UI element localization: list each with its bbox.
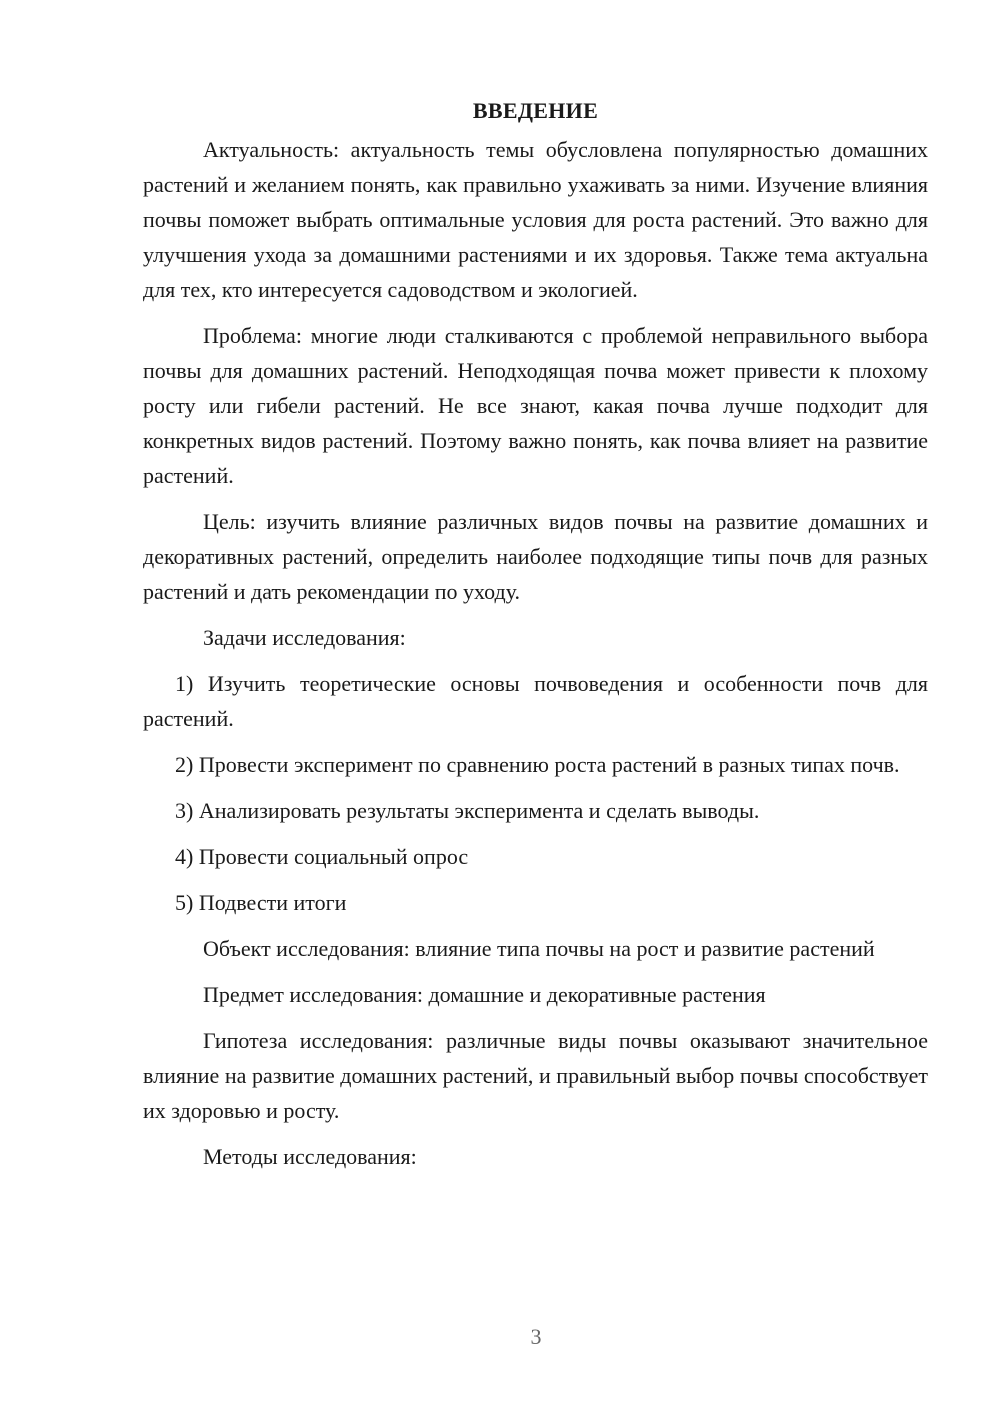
hypothesis-paragraph: Гипотеза исследования: различные виды почвы оказывают значительное влияние на развитие домашних растений, и правильный выбор почвы способствует их здоровью и росту. [143, 1028, 928, 1123]
page-content [143, 93, 928, 1185]
problem-paragraph: Проблема: многие люди сталкиваются с проблемой неправильного выбора почвы для домашних растений. Неподходящая почва может привести к плохому росту или гибели растений. Не все знают, какая почва лучше подходит для конкретных видов растений. Поэтому важно понять, как почва влияет на развитие растений. [143, 323, 928, 488]
task-item-4: 4) Провести социальный опрос [175, 844, 469, 869]
tasks-heading: Задачи исследования: [203, 625, 406, 650]
task-item-1: 1) Изучить теоретические основы почвоведения и особенности почв для растений. [143, 671, 928, 731]
object-paragraph: Объект исследования: влияние типа почвы на рост и развитие растений [203, 936, 875, 961]
page-number: 3 [530, 1324, 542, 1349]
relevance-paragraph: Актуальность: актуальность темы обусловлена популярностью домашних растений и желанием понять, как правильно ухаживать за ними. Изучение влияния почвы поможет выбрать оптимальные условия для роста растений. Это важно для улучшения ухода за домашними растениями и их здоровья. Также тема актуальна для тех, кто интересуется садоводством и экологией. [143, 137, 928, 302]
subject-paragraph: Предмет исследования: домашние и декоративные растения [203, 982, 766, 1007]
task-item-3: 3) Анализировать результаты эксперимента и сделать выводы. [175, 798, 760, 823]
goal-paragraph: Цель: изучить влияние различных видов почвы на развитие домашних и декоративных растений, определить наиболее подходящие типы почв для разных растений и дать рекомендации по уходу. [143, 509, 928, 604]
task-item-2: 2) Провести эксперимент по сравнению роста растений в разных типах почв. [175, 752, 900, 777]
methods-heading: Методы исследования: [203, 1144, 417, 1169]
task-item-5: 5) Подвести итоги [175, 890, 347, 915]
section-title: ВВЕДЕНИЕ [472, 98, 599, 123]
